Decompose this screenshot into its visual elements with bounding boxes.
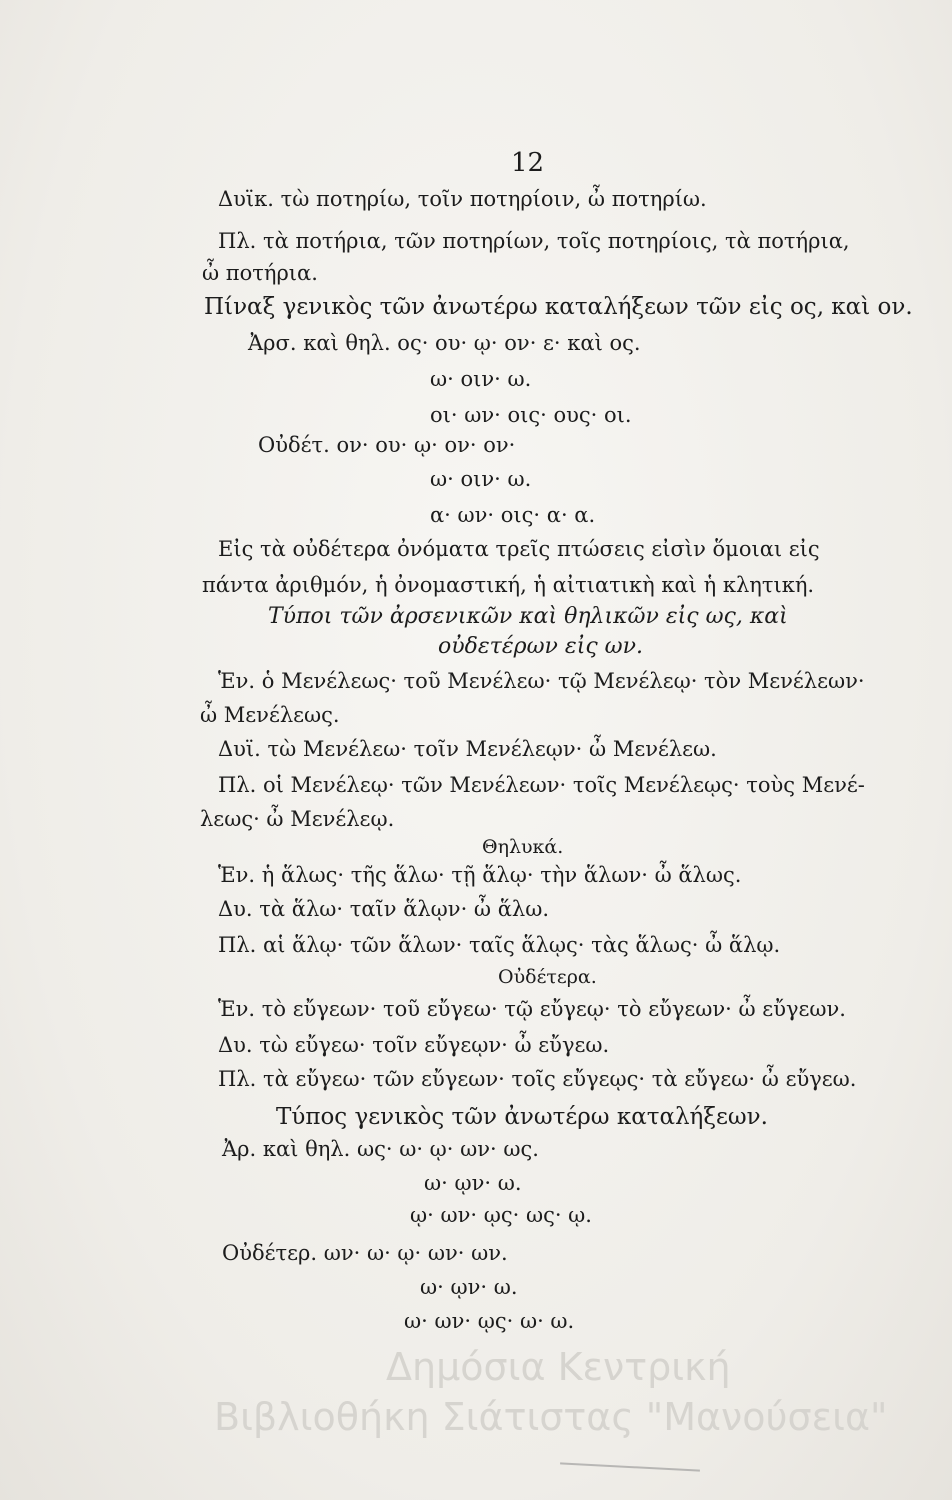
table-heading: Τύπος γενικὸς τῶν ἀνωτέρω καταλήξεων. [276, 1104, 768, 1130]
text-line: Δυ. τὰ ἅλω· ταῖν ἅλῳν· ὦ ἅλω. [218, 897, 550, 921]
ending-row: ω· ων· ῳς· ω· ω. [404, 1309, 575, 1333]
library-watermark: Δημόσια Κεντρική [386, 1345, 731, 1389]
text-line: Πλ. τὰ ποτήρια, τῶν ποτηρίων, τοῖς ποτηρίοις, τὰ ποτήρια, [218, 229, 850, 253]
text-line: ὦ Μενέλεως. [200, 703, 340, 727]
ending-row: ω· ῳν· ω. [424, 1171, 522, 1195]
text-line: Δυϊκ. τὼ ποτηρίω, τοῖν ποτηρίοιν, ὦ ποτηρίω. [218, 187, 707, 211]
text-line: ὦ ποτήρια. [202, 261, 318, 285]
text-line: Πλ. οἱ Μενέλεῳ· τῶν Μενέλεων· τοῖς Μενέλεῳς· τοὺς Μενέ- [218, 773, 865, 797]
text-line: λεως· ὦ Μενέλεῳ. [200, 807, 395, 831]
page-number: 12 [511, 148, 545, 178]
table-heading: Πίναξ γενικὸς τῶν ἀνωτέρω καταλήξεων τῶν εἰς ος, καὶ ον. [204, 294, 913, 320]
text-line: Εἰς τὰ οὐδέτερα ὀνόματα τρεῖς πτώσεις εἰσὶν ὅμοιαι εἰς [218, 537, 820, 561]
ending-row: Ἀρσ. καὶ θηλ. ος· ου· ῳ· ον· ε· καὶ ος. [248, 331, 641, 355]
ending-row: ω· οιν· ω. [430, 467, 532, 491]
ending-row: ω· οιν· ω. [430, 367, 532, 391]
page-edge-mark [560, 1462, 700, 1471]
section-title: οὐδετέρων εἰς ων. [438, 634, 643, 659]
subsection-title: Οὐδέτερα. [498, 966, 597, 988]
library-watermark: Βιβλιοθήκη Σιάτιστας "Μανούσεια" [214, 1395, 888, 1439]
text-line: Ἑν. ἡ ἅλως· τῆς ἅλω· τῇ ἅλῳ· τὴν ἅλων· ὦ ἅλως. [218, 863, 742, 887]
subsection-title: Θηλυκά. [482, 836, 564, 858]
ending-row: οι· ων· οις· ους· οι. [430, 403, 632, 427]
text-line: πάντα ἀριθμόν, ἡ ὀνομαστική, ἡ αἰτιατικὴ καὶ ἡ κλητική. [202, 573, 815, 597]
text-line: Ἑν. τὸ εὔγεων· τοῦ εὔγεω· τῷ εὔγεῳ· τὸ εὔγεων· ὦ εὔγεων. [218, 997, 846, 1021]
text-line: Δυ. τὼ εὔγεω· τοῖν εὔγεῳν· ὦ εὔγεω. [218, 1033, 610, 1057]
ending-row: ω· ῳν· ω. [420, 1275, 518, 1299]
section-title: Τύποι τῶν ἀρσενικῶν καὶ θηλικῶν εἰς ως, καὶ [268, 604, 788, 629]
ending-row: ῳ· ων· ῳς· ως· ῳ. [410, 1203, 592, 1227]
ending-row: α· ων· οις· α· α. [430, 503, 596, 527]
text-line: Δυϊ. τὼ Μενέλεω· τοῖν Μενέλεῳν· ὦ Μενέλεω. [218, 737, 717, 761]
text-line: Ἑν. ὁ Μενέλεως· τοῦ Μενέλεω· τῷ Μενέλεῳ· τὸν Μενέλεων· [218, 669, 865, 693]
text-line: Πλ. τὰ εὔγεω· τῶν εὔγεων· τοῖς εὔγεῳς· τὰ εὔγεω· ὦ εὔγεω. [218, 1067, 857, 1091]
ending-row: Οὐδέτ. ον· ου· ῳ· ον· ον· [258, 433, 516, 457]
ending-row: Οὐδέτερ. ων· ω· ῳ· ων· ων. [222, 1241, 508, 1265]
text-line: Πλ. αἱ ἅλῳ· τῶν ἅλων· ταῖς ἅλῳς· τὰς ἅλως· ὦ ἅλῳ. [218, 933, 781, 957]
ending-row: Ἀρ. καὶ θηλ. ως· ω· ῳ· ων· ως. [222, 1137, 539, 1161]
